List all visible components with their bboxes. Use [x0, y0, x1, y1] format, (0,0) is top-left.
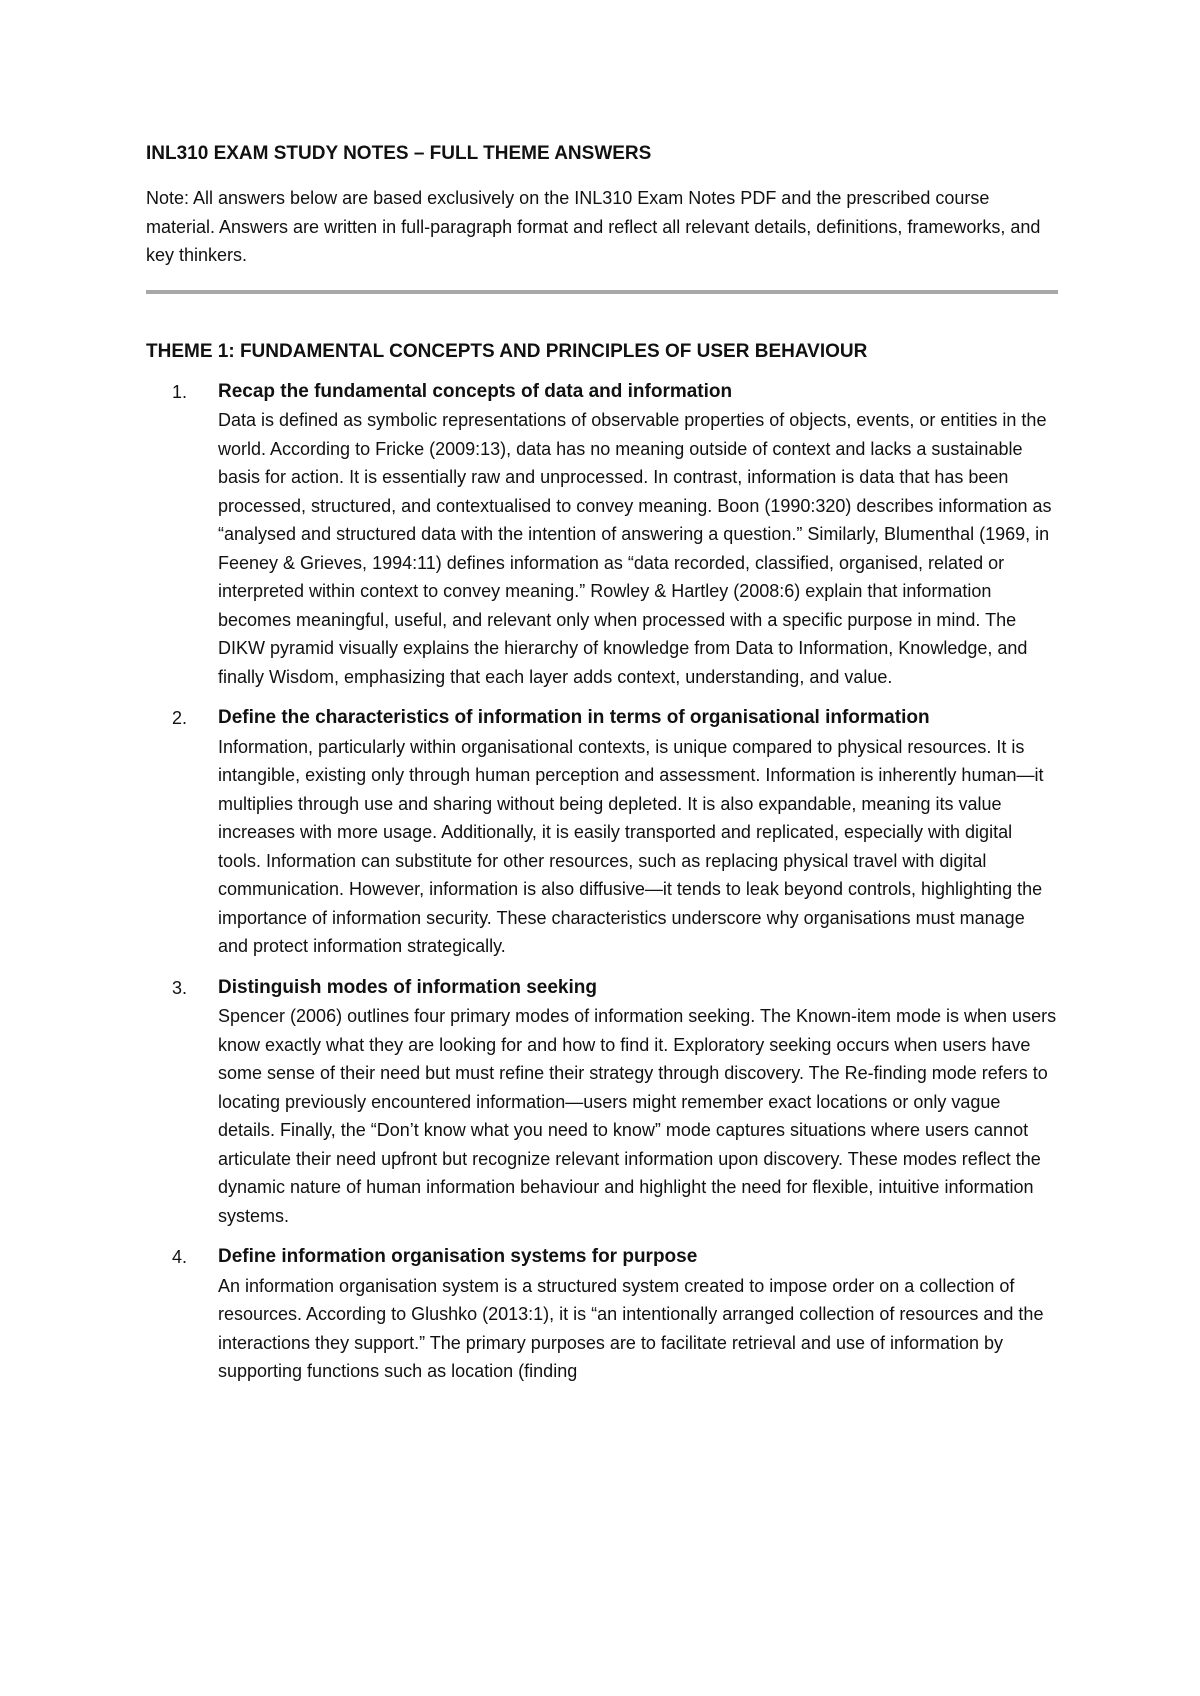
theme-heading: THEME 1: FUNDAMENTAL CONCEPTS AND PRINCIPLES OF USER BEHAVIOUR [146, 340, 868, 362]
question-title: Recap the fundamental concepts of data and information [218, 380, 733, 402]
question-number: 2. [172, 708, 188, 728]
question-number: 4. [172, 1247, 188, 1267]
question-item-3 [146, 974, 1058, 1231]
question-answer: Spencer (2006) outlines four primary modes of information seeking. The Known-item mode is when users know exactly what they are looking for and how to find it. Exploratory seeking occurs when users have some sense of their need but must refine their strategy through discovery. The Re-finding mode refers to locating previously encountered information—users might remember exact locations or only vague details. Finally, the “Don’t know what you need to know” mode captures situations where users cannot articulate their need upfront but recognize relevant information upon discovery. These modes reflect the dynamic nature of human information behaviour and highlight the need for flexible, intuitive information systems. [218, 1006, 1057, 1226]
document-page [146, 140, 1058, 1399]
question-title: Distinguish modes of information seeking [218, 976, 597, 998]
horizontal-divider [146, 290, 1058, 294]
question-answer: Data is defined as symbolic representations of observable properties of objects, events, or entities in the world. According to Fricke (2009:13), data has no meaning outside of context and lacks a sustainable basis for action. It is essentially raw and unprocessed. In contrast, information is data that has been processed, structured, and contextualised to convey meaning. Boon (1990:320) describes information as “analysed and structured data with the intention of answering a question.” Similarly, Blumenthal (1969, in Feeney & Grieves, 1994:11) defines information as “data recorded, classified, organised, related or interpreted within context to convey meaning.” Rowley & Hartley (2008:6) explain that information becomes meaningful, useful, and relevant only when processed with a specific purpose in mind. The DIKW pyramid visually explains the hierarchy of knowledge from Data to Information, Knowledge, and finally Wisdom, emphasizing that each layer adds context, understanding, and value. [218, 410, 1052, 687]
question-title: Define information organisation systems for purpose [218, 1246, 698, 1267]
question-title: Define the characteristics of information in terms of organisational information [218, 707, 930, 728]
question-list [146, 378, 1058, 1386]
question-item-2 [146, 704, 1058, 961]
question-number: 1. [172, 381, 188, 402]
question-answer: An information organisation system is a structured system created to impose order on a collection of resources. According to Glushko (2013:1), it is “an intentionally arranged collection of resources and the interactions they support.” The primary purposes are to facilitate retrieval and use of information by supporting functions such as location (finding [218, 1275, 1044, 1381]
question-item-4 [146, 1243, 1058, 1386]
question-number: 3. [172, 977, 188, 998]
question-item-1 [146, 378, 1058, 692]
document-title: INL310 EXAM STUDY NOTES – FULL THEME ANSWERS [146, 143, 652, 164]
document-note: Note: All answers below are based exclusively on the INL310 Exam Notes PDF and the prescribed course material. Answers are written in full-paragraph format and reflect all relevant details, definitions, frameworks, and key thinkers. [146, 188, 1041, 265]
question-answer: Information, particularly within organisational contexts, is unique compared to physical resources. It is intangible, existing only through human perception and assessment. Information is inherently human—it multiplies through use and sharing without being depleted. It is also expandable, meaning its value increases with more usage. Additionally, it is easily transported and replicated, especially with digital tools. Information can substitute for other resources, such as replacing physical travel with digital communication. However, information is also diffusive—it tends to leak beyond controls, highlighting the importance of information security. These characteristics underscore why organisations must manage and protect information strategically. [218, 736, 1044, 956]
